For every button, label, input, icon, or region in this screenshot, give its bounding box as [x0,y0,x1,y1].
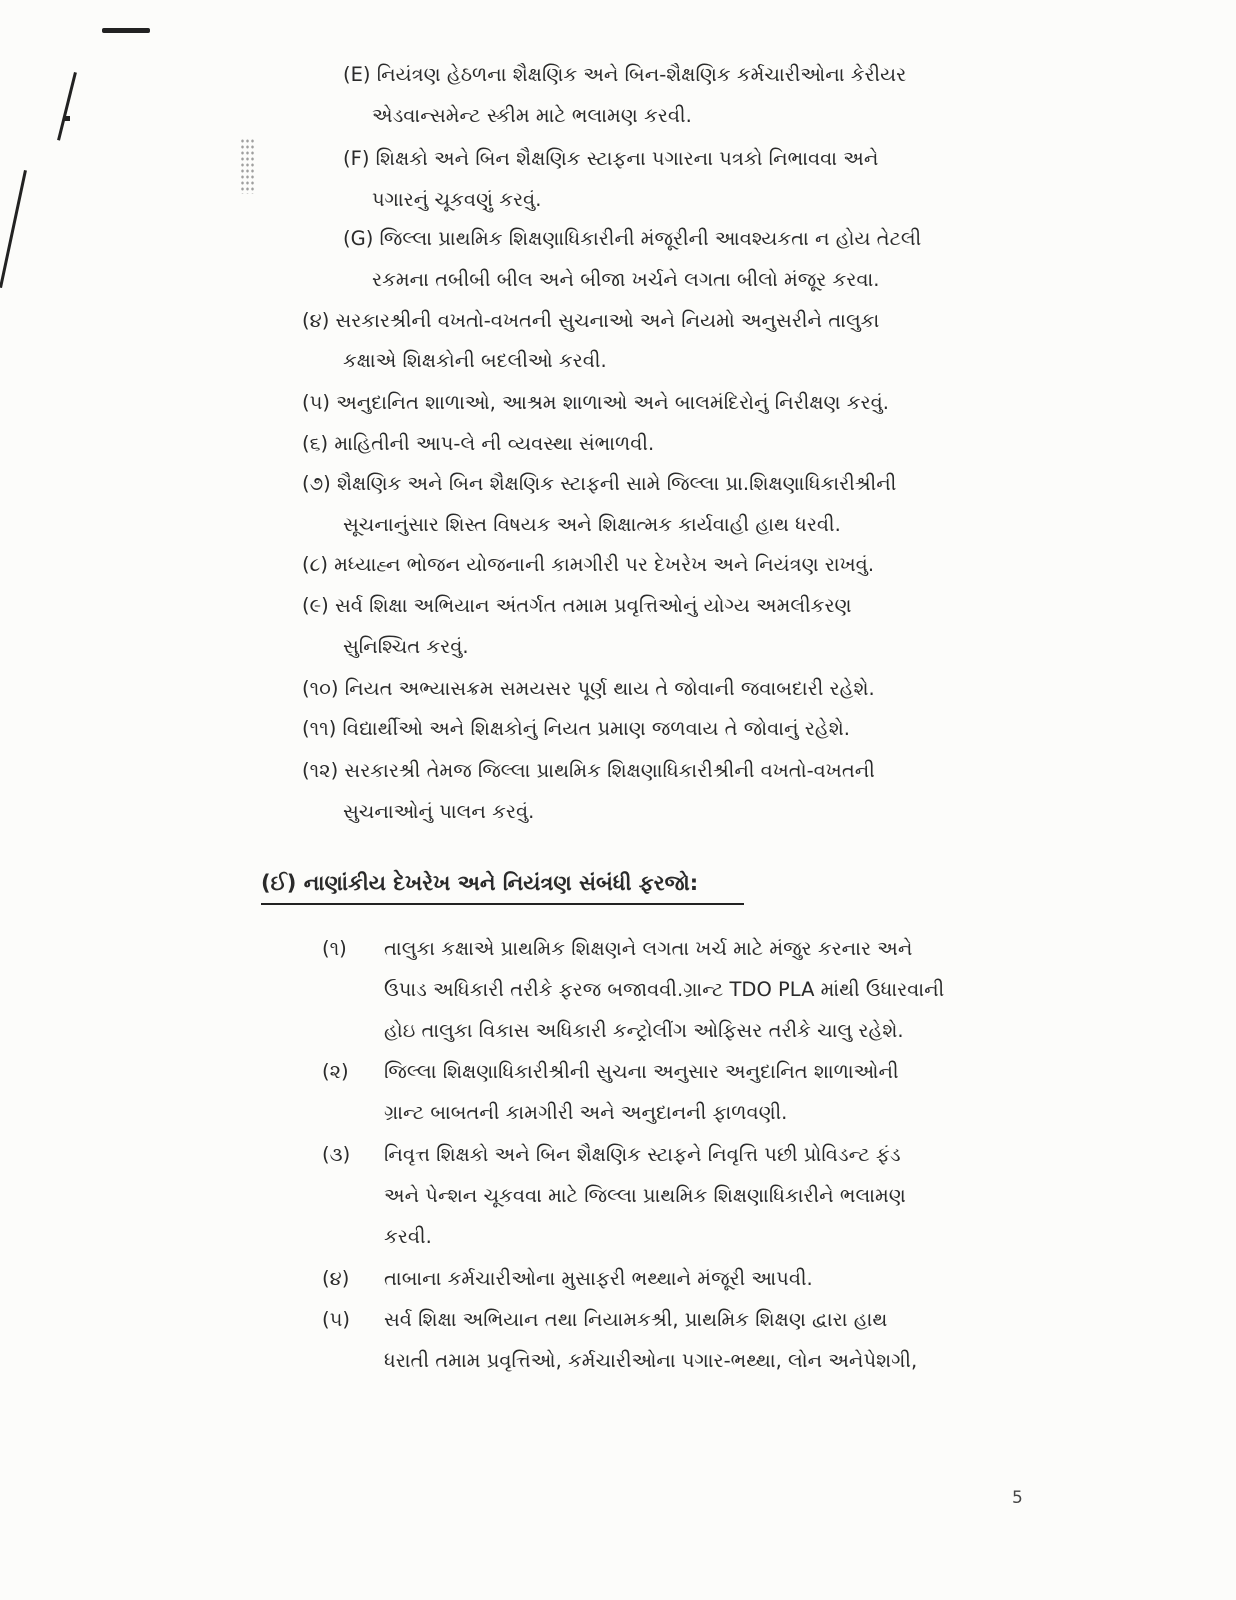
item-number: (૫) [322,1308,351,1331]
doc-line: જિલ્લા શિક્ષણાધિકારીશ્રીની સુચના અનુસાર અનુદાનિત શાળાઓની [384,1060,899,1083]
item-number: (૧) [322,937,347,960]
section-heading: (ઈ) નાણાંકીય દેખરેખ અને નિયંત્રણ સંબંધી ફરજો: [261,871,699,895]
doc-line: તાલુકા કક્ષાએ પ્રાથમિક શિક્ષણને લગતા ખર્ચ માટે મંજુર કરનાર અને [384,937,913,960]
doc-line: કરવી. [384,1225,432,1248]
doc-line: (૧૧) વિદ્યાર્થીઓ અને શિક્ષકોનું નિયત પ્રમાણ જળવાય તે જોવાનું રહેશે. [302,717,850,740]
doc-line: એડવાન્સમેન્ટ સ્કીમ માટે ભલામણ કરવી. [372,104,692,127]
doc-line: ઉપાડ અધિકારી તરીકે ફરજ બજાવવી.ગ્રાન્ટ TDO PLA માંથી ઉધારવાની [384,978,945,1001]
doc-line: ધરાતી તમામ પ્રવૃત્તિઓ, કર્મચારીઓના પગાર-ભથ્થા, લોન અનેપેશગી, [384,1349,918,1372]
doc-line: (૮) મધ્યાહ્ન ભોજન યોજનાની કામગીરી પર દેખરેખ અને નિયંત્રણ રાખવું. [302,553,875,576]
doc-line: નિવૃત્ત શિક્ષકો અને બિન શૈક્ષણિક સ્ટાફને નિવૃત્તિ પછી પ્રોવિડન્ટ ફંડ [384,1143,901,1166]
scan-mark-slash [0,170,27,288]
doc-line: સર્વ શિક્ષા અભિયાન તથા નિયામકશ્રી, પ્રાથમિક શિક્ષણ દ્વારા હાથ [384,1308,888,1331]
heading-underline [261,903,744,905]
doc-line: (F) શિક્ષકો અને બિન શૈક્ષણિક સ્ટાફના પગારના પત્રકો નિભાવવા અને [343,147,879,170]
doc-line: (૧૨) સરકારશ્રી તેમજ જિલ્લા પ્રાથમિક શિક્ષણાધિકારીશ્રીની વખતો-વખતની [302,759,875,782]
doc-line: સુચનાઓનું પાલન કરવું. [343,800,535,823]
doc-line: (૫) અનુદાનિત શાળાઓ, આશ્રમ શાળાઓ અને બાલમંદિરોનું નિરીક્ષણ કરવું. [302,391,889,414]
scan-dots [240,138,256,194]
doc-line: તાબાના કર્મચારીઓના મુસાફરી ભથ્થાને મંજૂરી આપવી. [384,1267,813,1290]
doc-line: (E) નિયંત્રણ હેઠળના શૈક્ષણિક અને બિન-શૈક્ષણિક કર્મચારીઓના કેરીયર [343,63,907,86]
doc-line: (૧૦) નિયત અભ્યાસક્રમ સમયસર પૂર્ણ થાય તે જોવાની જવાબદારી રહેશે. [302,677,875,700]
doc-line: (૯) સર્વ શિક્ષા અભિયાન અંતર્ગત તમામ પ્રવૃત્તિઓનું યોગ્ય અમલીકરણ [302,594,852,617]
doc-line: (G) જિલ્લા પ્રાથમિક શિક્ષણાધિકારીની મંજૂરીની આવશ્યકતા ન હોય તેટલી [343,227,922,250]
item-number: (૪) [322,1267,350,1290]
doc-line: હોઇ તાલુકા વિકાસ અધિકારી કન્ટ્રોલીંગ ઓફિસર તરીકે ચાલુ રહેશે. [384,1019,904,1042]
scan-mark-top [102,28,150,33]
doc-line: ગ્રાન્ટ બાબતની કામગીરી અને અનુદાનની ફાળવણી. [384,1101,788,1124]
item-number: (૨) [322,1060,349,1083]
doc-line: સુનિશ્ચિત કરવું. [343,635,469,658]
doc-line: સૂચનાનુંસાર શિસ્ત વિષયક અને શિક્ષાત્મક કાર્યવાહી હાથ ધરવી. [343,513,841,536]
page-number: 5 [1012,1488,1023,1508]
doc-line: (૪) સરકારશ્રીની વખતો-વખતની સુચનાઓ અને નિયમો અનુસરીને તાલુકા [302,309,880,332]
doc-line: (૭) શૈક્ષણિક અને બિન શૈક્ષણિક સ્ટાફની સામે જિલ્લા પ્રા.શિક્ષણાધિકારીશ્રીની [302,472,897,495]
item-number: (૩) [322,1143,351,1166]
doc-line: રકમના તબીબી બીલ અને બીજા ખર્ચને લગતા બીલો મંજૂર કરવા. [372,268,880,291]
doc-line: પગારનું ચૂકવણું કરવું. [372,188,542,211]
doc-line: (૬) માહિતીની આપ-લે ની વ્યવસ્થા સંભાળવી. [302,432,655,455]
scan-mark-slash [57,72,77,141]
doc-line: કક્ષાએ શિક્ષકોની બદલીઓ કરવી. [343,349,607,372]
doc-line: અને પેન્શન ચૂકવવા માટે જિલ્લા પ્રાથમિક શિક્ષણાધિકારીને ભલામણ [384,1184,906,1207]
